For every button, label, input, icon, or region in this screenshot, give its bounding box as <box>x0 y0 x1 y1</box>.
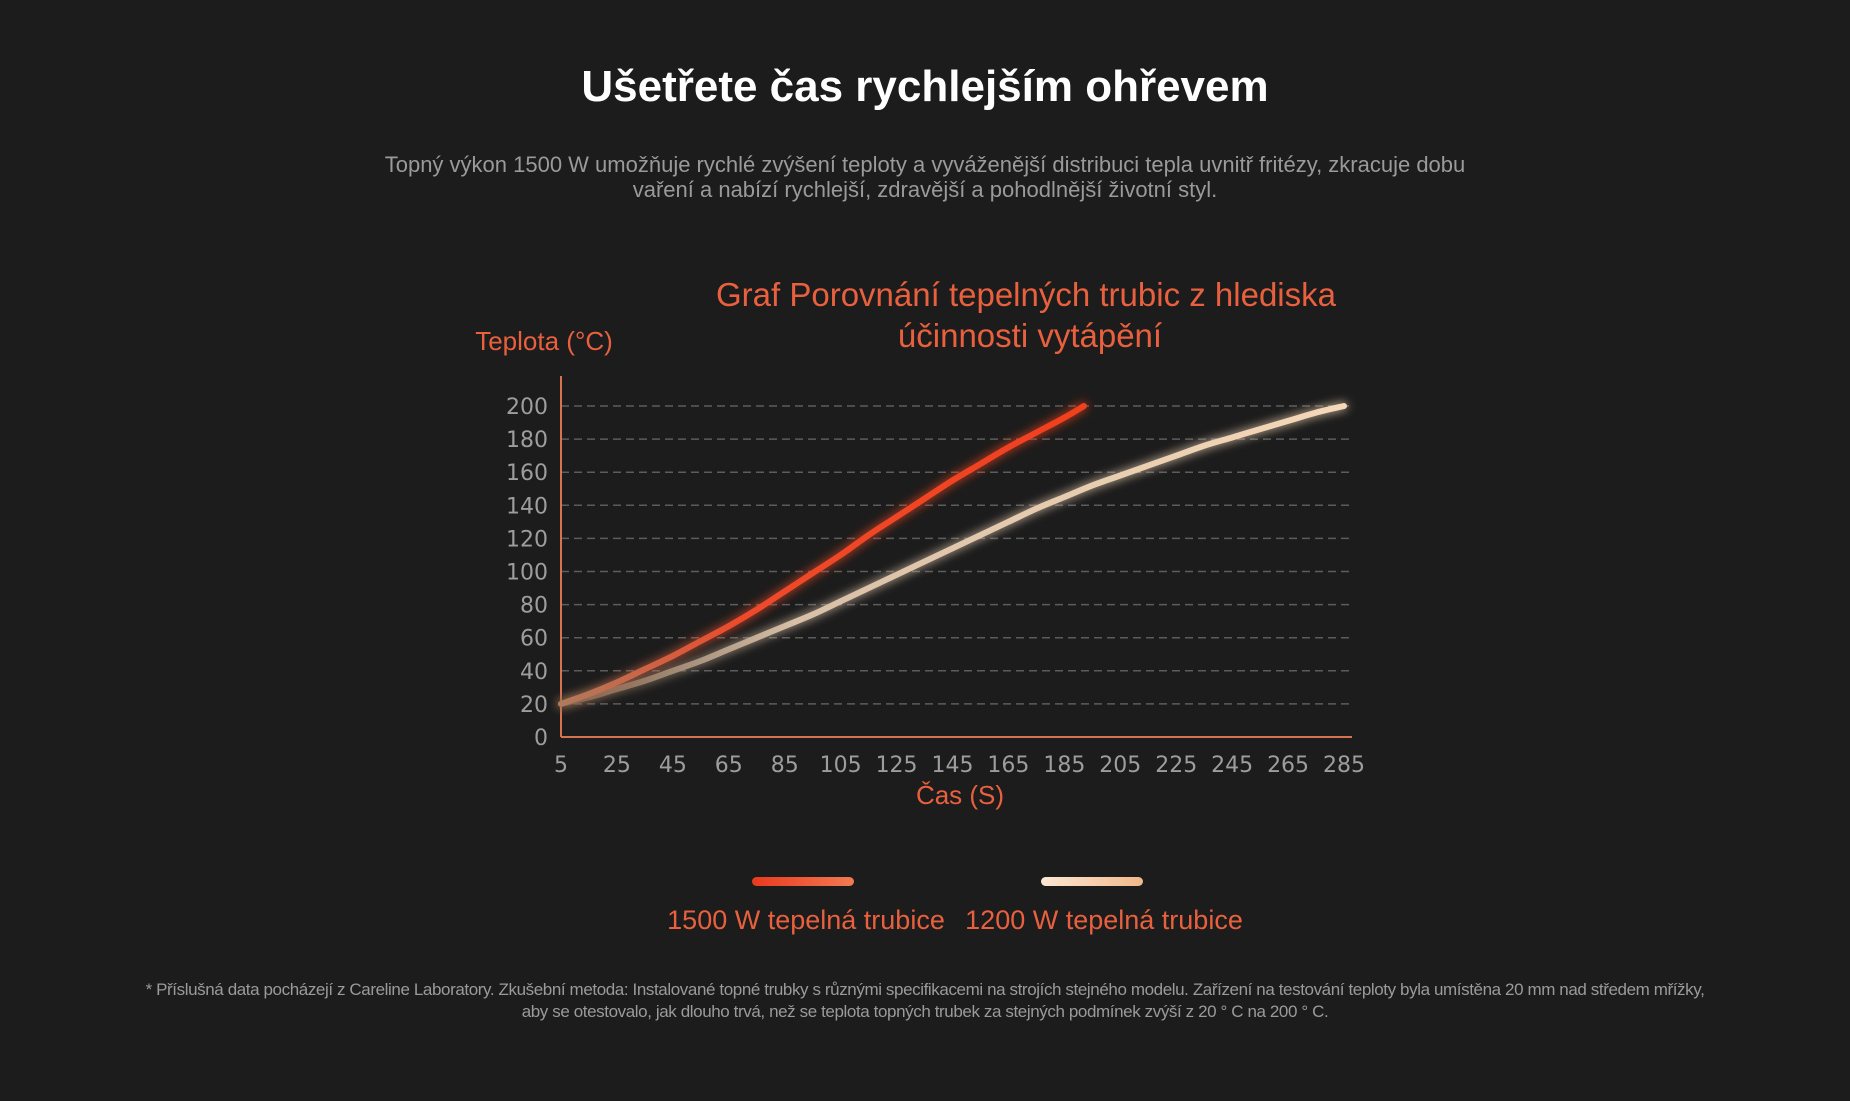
x-tick-label: 265 <box>1267 753 1310 778</box>
footnote-line-2: aby se otestovalo, jak dlouho trvá, než se teplota topných trubek za stejných podmínek zvýší z 20 ° C na 200 ° C. <box>521 1002 1329 1021</box>
y-tick-label: 180 <box>506 428 548 454</box>
y-tick-label: 140 <box>506 494 548 520</box>
x-axis-label: Čas (S) <box>915 780 1005 810</box>
legend-swatch-1200w <box>1041 877 1143 886</box>
y-tick-label: 60 <box>520 626 548 652</box>
x-tick-label: 25 <box>602 753 631 778</box>
x-tick-label: 105 <box>819 753 862 778</box>
footnote-line-1: * Příslušná data pocházejí z Careline Laboratory. Zkušební metoda: Instalované topné trubky s různými specifikacemi na strojích stejného modelu. Zařízení na testování teploty byla umístěna 20 mm nad středem mřížky, <box>145 980 1705 999</box>
page-title: Ušetřete čas rychlejším ohřevem <box>581 62 1269 111</box>
y-tick-label: 0 <box>534 726 548 751</box>
x-tick-label: 205 <box>1099 753 1142 778</box>
x-tick-labels <box>554 753 1365 778</box>
gridlines <box>561 406 1352 704</box>
chart-title-line-1: Graf Porovnání tepelných trubic z hlediska <box>716 276 1336 313</box>
y-tick-label: 160 <box>506 461 548 487</box>
legend-swatch-1500w <box>752 877 854 886</box>
y-tick-label: 200 <box>506 395 548 420</box>
y-tick-label: 20 <box>520 692 548 718</box>
y-tick-label: 80 <box>520 593 548 619</box>
series-line-1500w <box>561 406 1084 704</box>
x-tick-label: 65 <box>714 753 743 778</box>
chart-title-line-2: účinnosti vytápění <box>897 317 1163 354</box>
x-tick-label: 85 <box>770 753 799 778</box>
legend-label-1200w: 1200 W tepelná trubice <box>965 905 1243 935</box>
y-axis-label: Teplota (°C) <box>475 326 613 356</box>
x-tick-label: 245 <box>1211 753 1254 778</box>
x-tick-label: 5 <box>554 753 568 778</box>
y-tick-label: 100 <box>506 560 548 586</box>
legend-label-1500w: 1500 W tepelná trubice <box>667 905 945 935</box>
x-tick-label: 125 <box>875 753 918 778</box>
x-tick-label: 285 <box>1323 753 1365 778</box>
series-lines <box>561 406 1344 704</box>
x-tick-label: 145 <box>931 753 974 778</box>
footnote <box>120 979 1730 1023</box>
x-tick-label: 165 <box>987 753 1030 778</box>
y-tick-label: 120 <box>506 527 548 553</box>
x-tick-label: 225 <box>1155 753 1198 778</box>
series-line-1200w <box>561 406 1344 704</box>
y-tick-label: 40 <box>520 659 548 685</box>
x-tick-label: 45 <box>658 753 687 778</box>
y-tick-labels <box>506 395 548 751</box>
intro-text: Topný výkon 1500 W umožňuje rychlé zvýšení teploty a vyváženější distribuci tepla uvnitř fritézy, zkracuje dobu vaření a nabízí rychlejší, zdravější a pohodlnější životní styl. <box>384 152 1466 202</box>
x-tick-label: 185 <box>1043 753 1086 778</box>
